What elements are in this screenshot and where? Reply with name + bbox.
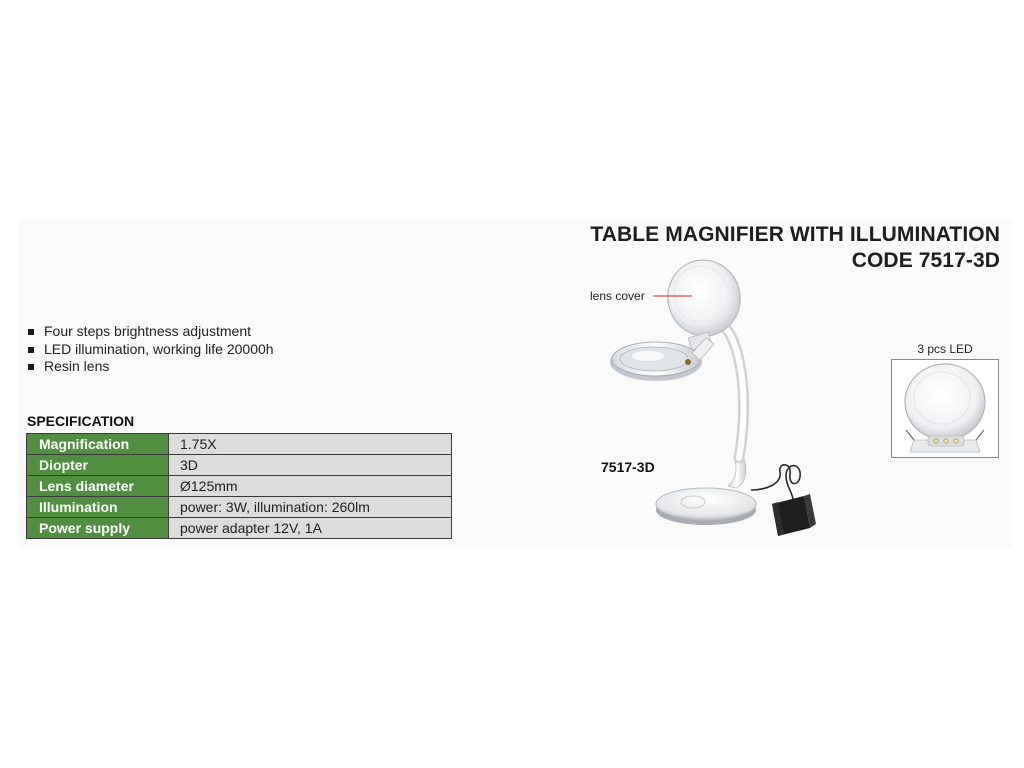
specification-heading: SPECIFICATION [27, 413, 135, 429]
feature-item [27, 358, 274, 376]
led-caption: 3 pcs LED [917, 342, 973, 356]
spec-value: Ø125mm [169, 476, 452, 497]
spec-value: power adapter 12V, 1A [169, 518, 452, 539]
spec-label: Illumination [27, 497, 169, 518]
feature-text: LED illumination, working life 20000h [44, 340, 274, 357]
spec-row-magnification [27, 434, 452, 455]
feature-item [27, 341, 274, 359]
feature-text: Resin lens [44, 358, 110, 374]
model-label: 7517-3D [601, 459, 655, 475]
spec-label: Power supply [27, 518, 169, 539]
spec-row-diopter [27, 455, 452, 476]
spec-value: 3D [169, 455, 452, 476]
square-bullet-icon [28, 364, 34, 370]
spec-value: power: 3W, illumination: 260lm [169, 497, 452, 518]
led-detail-image [891, 359, 999, 458]
spec-row-lens-diameter [27, 476, 452, 497]
spec-label: Lens diameter [27, 476, 169, 497]
square-bullet-icon [28, 329, 34, 335]
spec-label: Magnification [27, 434, 169, 455]
specification-table [26, 433, 452, 539]
feature-list [27, 323, 274, 376]
feature-text: Four steps brightness adjustment [44, 323, 251, 339]
spec-label: Diopter [27, 455, 169, 476]
lens-cover-callout: lens cover [590, 289, 645, 303]
led-closeup-icon [892, 360, 998, 457]
product-title: TABLE MAGNIFIER WITH ILLUMINATION [590, 223, 1000, 246]
spec-row-power-supply [27, 518, 452, 539]
square-bullet-icon [28, 347, 34, 353]
product-code: CODE 7517-3D [851, 249, 1000, 272]
spec-value: 1.75X [169, 434, 452, 455]
feature-item [27, 323, 274, 341]
spec-row-illumination [27, 497, 452, 518]
